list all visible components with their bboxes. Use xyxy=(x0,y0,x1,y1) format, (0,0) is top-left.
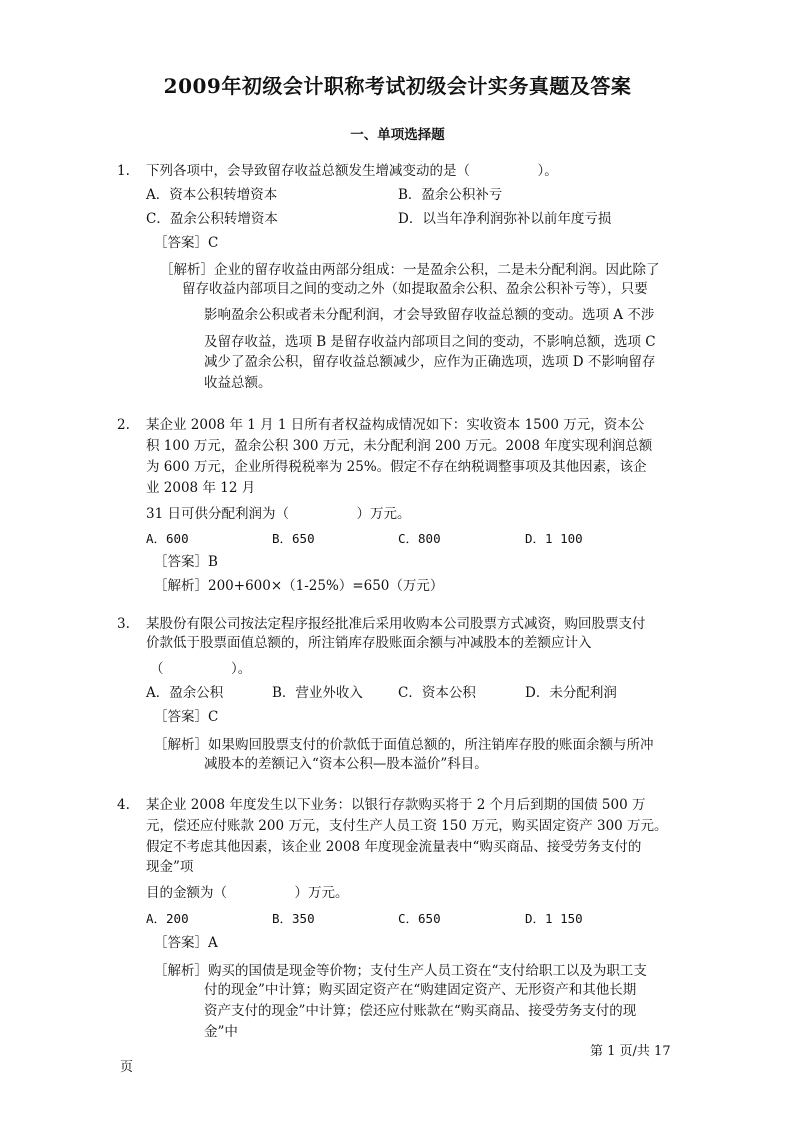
page-number-tail: 页 xyxy=(120,1060,134,1075)
question-3-option-c: C．资本公积 xyxy=(398,685,476,701)
question-2-stem-line: 积 100 万元，盈余公积 300 万元，未分配利润 200 万元。2008 年度实现利润总额 xyxy=(146,438,653,454)
question-2-stem-line: 31 日可供分配利润为（ ）万元。 xyxy=(146,506,411,522)
question-2-analysis-line: ［解析］200+600×（1-25%）=650（万元） xyxy=(154,578,444,594)
question-3-stem-line: （ ）。 xyxy=(150,661,252,677)
question-4-answer: ［答案］A xyxy=(154,935,218,951)
question-3-stem-line: 某股份有限公司按法定程序报经批准后采用收购本公司股票方式减资，购回股票支付 xyxy=(146,616,646,632)
question-4-stem-line: 假定不考虑其他因素，该企业 2008 年度现金流量表中“购买商品、接受劳务支付的 xyxy=(146,839,642,855)
question-2-stem-line: 为 600 万元，企业所得税税率为 25%。假定不存在纳税调整事项及其他因素，该企 xyxy=(146,459,647,475)
question-3-option-a: A．盈余公积 xyxy=(146,685,224,701)
question-1-analysis-line: 影响盈余公积或者未分配利润，才会导致留存收益总额的变动。选项 A 不涉 xyxy=(204,307,655,323)
question-3-analysis-line: ［解析］如果购回股票支付的价款低于面值总额的，所注销库存股的账面余额与所冲 xyxy=(154,737,654,753)
question-1-answer: ［答案］C xyxy=(154,235,219,251)
question-3-analysis-line: 减股本的差额记入“资本公积—股本溢价”科目。 xyxy=(204,756,488,772)
question-4-number: 4. xyxy=(117,797,130,813)
question-4-stem-line: 某企业 2008 年度发生以下业务：以银行存款购买将于 2 个月后到期的国债 500 万 xyxy=(146,797,646,813)
question-3-answer: ［答案］C xyxy=(154,709,219,725)
question-1-analysis-line: 及留存收益，选项 B 是留存收益内部项目之间的变动，不影响总额，选项 C xyxy=(204,334,656,350)
question-4-option-c: C．650 xyxy=(398,911,441,926)
question-4-analysis-line: 金”中 xyxy=(204,1024,238,1040)
question-3-option-d: D．未分配利润 xyxy=(525,685,617,701)
question-4-stem-line: 现金”项 xyxy=(146,859,194,875)
question-1-stem: 下列各项中，会导致留存收益总额发生增减变动的是（ ）。 xyxy=(146,163,558,179)
question-1-number: 1. xyxy=(117,163,130,179)
question-2-option-d: D．1 100 xyxy=(525,531,583,546)
question-2-stem-line: 某企业 2008 年 1 月 1 日所有者权益构成情况如下：实收资本 1500 万元，资本公 xyxy=(146,417,645,433)
page-number: 第 1 页/共 17 xyxy=(590,1044,671,1059)
question-4-analysis-line: ［解析］购买的国债是现金等价物；支付生产人员工资在“支付给职工以及为职工支 xyxy=(154,963,647,979)
question-4-stem-line: 元，偿还应付账款 200 万元，支付生产人员工资 150 万元，购买固定资产 300 万元。 xyxy=(146,818,668,834)
question-4-analysis-line: 资产支付的现金”中计算；偿还应付账款在“购买商品、接受劳务支付的现 xyxy=(204,1003,637,1019)
question-2-number: 2. xyxy=(117,417,130,433)
question-4-stem-line: 目的金额为（ ）万元。 xyxy=(146,885,349,901)
question-3-option-b: B．营业外收入 xyxy=(272,685,363,701)
question-1-option-c: C．盈余公积转增资本 xyxy=(146,211,278,227)
question-4-option-a: A．200 xyxy=(146,911,189,926)
question-1-analysis-line: 减少了盈余公积，留存收益总额减少，应作为正确选项，选项 D 不影响留存 xyxy=(204,354,656,370)
question-4-analysis-line: 付的现金”中计算；购买固定资产在“购建固定资产、无形资产和其他长期 xyxy=(204,982,637,998)
question-4-option-d: D．1 150 xyxy=(525,911,583,926)
question-3-stem-line: 价款低于股票面值总额的，所注销库存股账面余额与冲减股本的差额应计入 xyxy=(146,635,592,651)
question-2-answer: ［答案］B xyxy=(154,554,218,570)
question-1-analysis-line: 留存收益内部项目之间的变动之外（如提取盈余公积、盈余公积补亏等），只要 xyxy=(182,281,648,297)
question-2-option-a: A．600 xyxy=(146,531,189,546)
document-title: 2009年初级会计职称考试初级会计实务真题及答案 xyxy=(163,74,632,98)
question-2-option-b: B．650 xyxy=(272,531,315,546)
question-3-number: 3. xyxy=(117,616,130,632)
question-1-option-d: D．以当年净利润弥补以前年度亏损 xyxy=(398,211,612,227)
section-heading: 一、单项选择题 xyxy=(350,127,445,143)
question-4-option-b: B．350 xyxy=(272,911,315,926)
question-1-analysis-line: 收益总额。 xyxy=(204,375,272,391)
question-1-option-b: B．盈余公积补亏 xyxy=(398,187,503,203)
question-1-option-a: A．资本公积转增资本 xyxy=(146,187,278,203)
question-1-analysis-line: ［解析］企业的留存收益由两部分组成：一是盈余公积，二是未分配利润。因此除了 xyxy=(160,262,660,278)
question-2-stem-line: 业 2008 年 12 月 xyxy=(146,480,256,496)
question-2-option-c: C．800 xyxy=(398,531,441,546)
